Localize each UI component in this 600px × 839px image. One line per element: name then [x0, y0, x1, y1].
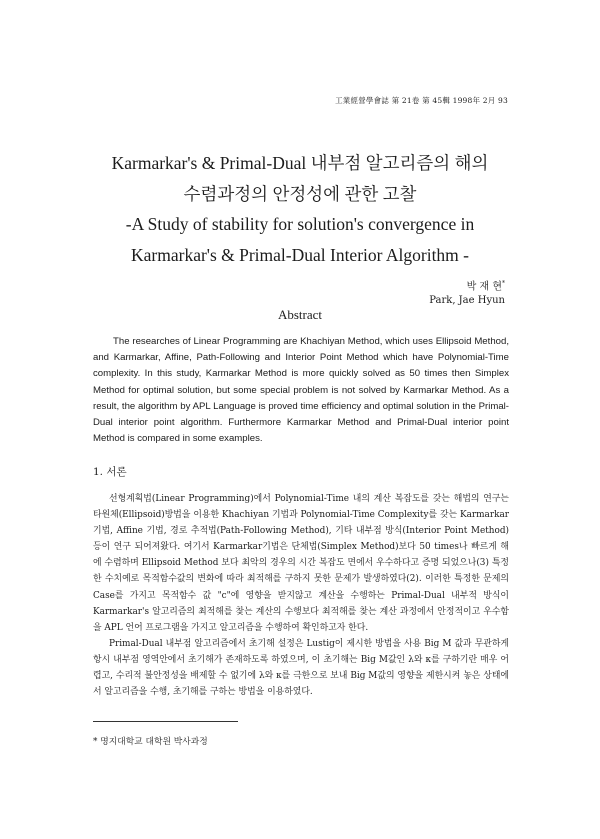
title-line-3: -A Study of stability for solution's convergence in — [125, 214, 475, 234]
running-header: 工業經營學會誌 第 21卷 第 45輯 1998年 2月 93 — [335, 96, 508, 105]
author-footnote-mark: * — [502, 280, 505, 287]
title-line-1: Karmarkar's & Primal-Dual 내부점 알고리즘의 해의 — [111, 153, 489, 173]
author-block — [429, 277, 505, 308]
paragraph: 선형계획법(Linear Programming)에서 Polynomial-Time 내의 계산 복잡도를 갖는 해법의 연구는 타원체(Ellipsoid)방법을 이용한 Khachiyan 기법과 Polynomial-Time Complexity를 갖는 Karmarkar 기법, Affine 기법, 경로 추적법(Path-Following Method), 기타 내부점 방식(Interior Point Method) 등이 연구 되어져왔다. 여기서 Karmarkar기법은 단체법(Simplex Method)보다 50 times나 빠르게 해에 수렴하며 Ellipsoid Method 보다 최악의 경우의 시간 복잡도 면에서 우수하다고 증명 되었으나(3) 특정한 수치예로 목적함수값의 변화에 따라 최적해를 구하지 못한 문제가 발생하였다(2). 이러한 특정한 문제의 Case를 가지고 목적함수 값 "c"에 영향을 받지않고 계산을 수행하는 Primal-Dual 내부적 방식이 Karmarkar's 알고리즘의 최적해를 찾는 계산의 수행보다 최적해를 찾는 계산 과정에서 안정적이고 우수함을 APL 언어 프로그램을 가지고 알고리즘을 수행하여 확인하고자 한다. — [93, 494, 509, 633]
author-name-en: Park, Jae Hyun — [429, 295, 505, 307]
title-line-2: 수렴과정의 안정성에 관한 고찰 — [183, 183, 417, 204]
paper-title — [40, 148, 560, 270]
section-body-introduction — [93, 491, 509, 700]
section-heading-introduction: 1. 서론 — [93, 466, 127, 478]
author-name-ko: 박 재 현* — [466, 280, 505, 293]
paragraph: Primal-Dual 내부점 알고리즘에서 초기해 설정은 Lustig이 제시한 방법을 사용 Big M 값과 무관하게 항시 내부점 영역안에서 초기해가 존재하도록 하였으며, 이 초기해는 Big M값인 λ와 κ를 구하기란 매우 어렵고, 수리적 불안정성을 배제할 수 없기에 λ와 κ를 극한으로 보내 Big M값의 영향을 제한시켜 놓은 상태에서 알고리즘을 수행, 초기해를 구하는 방법을 이용하였다. — [93, 638, 509, 698]
abstract-body: The researches of Linear Programming are Khachiyan Method, which uses Ellipsoid Method, and Karmarkar, Affine, Path-Following and Interior Point Method which have Polynomial-Time complexity. In this study, Karmarkar Method is more quickly solved as 50 times then Simplex Method for optimal solution, but some special problem is not solved by Karmarkar Method. As a result, the algorithm by APL Language is proved time efficiency and optimal solution in the Primal-Dual interior point algorithm. Furthermore Karmarkar Method and Primal-Dual interior point Method is compared in some examples. — [93, 336, 509, 445]
abstract-heading: Abstract — [277, 307, 323, 322]
title-line-4: Karmarkar's & Primal-Dual Interior Algorithm - — [131, 244, 469, 265]
footnote-divider — [93, 721, 238, 722]
footnote: * 명지대학교 대학원 박사과정 — [93, 737, 208, 747]
